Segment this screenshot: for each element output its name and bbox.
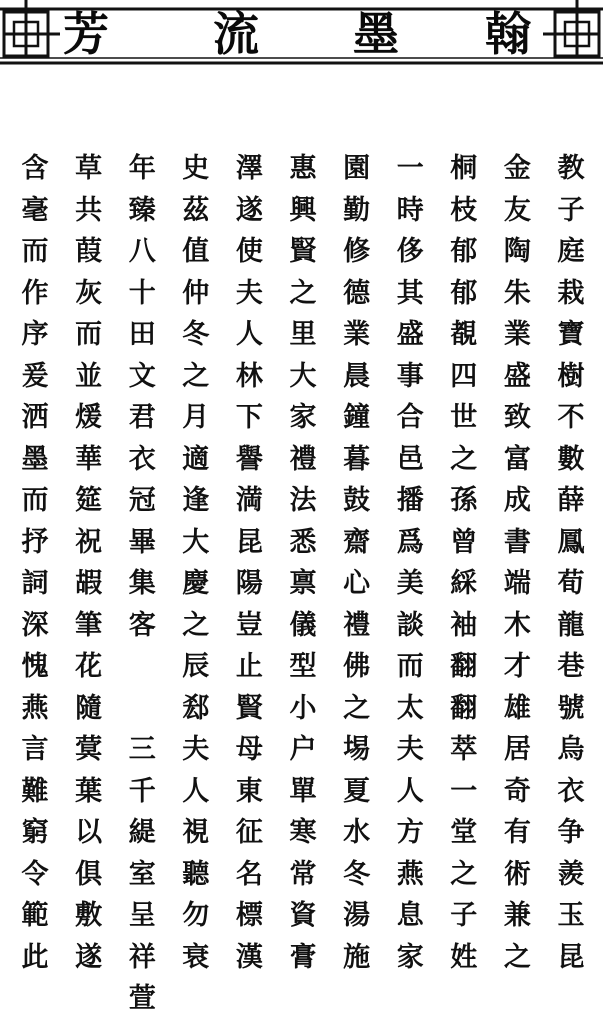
column-char: 史 <box>182 153 210 184</box>
column-char: 昆 <box>235 526 263 558</box>
column-char: 居 <box>503 734 531 765</box>
column-char: 興 <box>289 194 317 226</box>
column-char: 寒 <box>289 817 317 848</box>
column-char: 集 <box>128 568 156 599</box>
column-char: 富 <box>503 443 531 475</box>
column-char: 深 <box>21 609 49 641</box>
column-char: 翻 <box>450 651 478 682</box>
column-char: 綵 <box>450 568 478 599</box>
column-char: 葭 <box>75 236 103 267</box>
column-char: 號 <box>557 692 585 724</box>
column-char: 昆 <box>557 941 585 973</box>
column-char: 令 <box>21 858 49 890</box>
column-char: 十 <box>128 277 156 309</box>
text-column <box>497 148 537 978</box>
column-char: 姓 <box>450 941 478 973</box>
column-char: 作 <box>21 277 49 309</box>
column-char: 並 <box>75 360 103 392</box>
column-char: 禮 <box>289 443 317 475</box>
column-char: 荀 <box>557 568 585 599</box>
text-column <box>15 148 55 978</box>
column-char: 畢 <box>128 526 156 558</box>
column-char: 遂 <box>75 941 103 973</box>
text-column <box>69 148 109 978</box>
column-char: 夫 <box>396 734 424 765</box>
vertical-text-body <box>0 148 603 1014</box>
column-char: 業 <box>343 319 371 350</box>
column-char: 陶 <box>503 236 531 267</box>
column-char: 禀 <box>289 568 317 599</box>
column-char: 澤 <box>235 153 263 184</box>
column-char: 使 <box>235 236 263 267</box>
column-char: 人 <box>396 775 424 807</box>
text-column <box>551 148 591 978</box>
column-char: 之 <box>450 858 478 890</box>
column-char: 勤 <box>343 194 371 226</box>
column-char: 美 <box>396 568 424 599</box>
column-char: 資 <box>289 900 317 931</box>
column-char: 文 <box>128 360 156 392</box>
column-char: 埸 <box>343 734 371 765</box>
column-char: 萱 <box>128 983 156 1014</box>
column-char: 賢 <box>235 692 263 724</box>
column-char: 值 <box>182 236 210 267</box>
column-char: 樹 <box>557 360 585 392</box>
column-char: 灰 <box>75 277 103 309</box>
column-char: 詞 <box>21 568 49 599</box>
column-char: 兼 <box>503 900 531 931</box>
column-char: 室 <box>128 858 156 890</box>
column-char: 四 <box>450 360 478 392</box>
column-char: 子 <box>450 900 478 931</box>
column-char: 人 <box>235 319 263 350</box>
column-char: 母 <box>235 734 263 765</box>
column-char: 爰 <box>21 360 49 392</box>
column-char: 俱 <box>75 858 103 890</box>
column-char: 齋 <box>343 526 371 558</box>
column-char: 墨 <box>21 443 49 475</box>
column-char: 萃 <box>450 734 478 765</box>
column-char: 臻 <box>128 194 156 226</box>
column-char: 冬 <box>343 858 371 890</box>
column-char: 一 <box>396 153 424 184</box>
column-char: 膏 <box>289 941 317 973</box>
column-char: 之 <box>343 692 371 724</box>
column-char: 煖 <box>75 402 103 433</box>
column-char: 子 <box>557 194 585 226</box>
column-char: 才 <box>503 651 531 682</box>
column-char: 之 <box>289 277 317 309</box>
column-char: 覩 <box>450 319 478 350</box>
column-char: 播 <box>396 485 424 516</box>
column-char: 人 <box>182 775 210 807</box>
column-char: 小 <box>289 692 317 724</box>
column-char: 千 <box>128 775 156 807</box>
text-column <box>229 148 269 978</box>
column-char: 致 <box>503 402 531 433</box>
column-char: 禮 <box>343 609 371 641</box>
column-char: 敷 <box>75 900 103 931</box>
text-column <box>444 148 484 978</box>
column-char: 薛 <box>557 485 585 516</box>
text-column <box>390 148 430 978</box>
column-char: 合 <box>396 402 424 433</box>
column-char: 木 <box>503 609 531 641</box>
column-char: 太 <box>396 692 424 724</box>
column-char: 遂 <box>235 194 263 226</box>
column-char: 冬 <box>182 319 210 350</box>
column-char: 成 <box>503 485 531 516</box>
column-char: 教 <box>557 153 585 184</box>
column-char: 一 <box>450 775 478 807</box>
column-char: 抒 <box>21 526 49 558</box>
column-char: 陽 <box>235 568 263 599</box>
column-char: 事 <box>396 360 424 392</box>
column-char: 而 <box>21 485 49 516</box>
column-char: 端 <box>503 568 531 599</box>
column-char: 大 <box>289 360 317 392</box>
column-char: 儀 <box>289 609 317 641</box>
column-char: 三 <box>128 734 156 765</box>
title-char-4: 翰 <box>485 7 531 61</box>
column-char: 勿 <box>182 900 210 931</box>
column-char: 金 <box>503 153 531 184</box>
column-char: 邑 <box>396 443 424 475</box>
column-char: 水 <box>343 817 371 848</box>
column-char: 惠 <box>289 153 317 184</box>
column-char: 八 <box>128 236 156 267</box>
column-char: 孫 <box>450 485 478 516</box>
column-char: 衰 <box>182 941 210 973</box>
column-char: 漢 <box>235 941 263 973</box>
column-char: 家 <box>396 941 424 973</box>
column-char: 鼓 <box>343 485 371 516</box>
column-char: 談 <box>396 609 424 641</box>
column-char: 隨 <box>75 692 103 724</box>
column-char: 之 <box>503 941 531 973</box>
column-char: 冠 <box>128 485 156 516</box>
column-char: 朱 <box>503 277 531 309</box>
column-char: 佛 <box>343 651 371 682</box>
column-char: 難 <box>21 775 49 807</box>
column-char: 郁 <box>450 277 478 309</box>
column-char: 世 <box>450 402 478 433</box>
column-char: 數 <box>557 443 585 475</box>
column-char: 以 <box>75 817 103 848</box>
column-char: 曾 <box>450 526 478 558</box>
column-char: 適 <box>182 443 210 475</box>
column-char: 譽 <box>235 443 263 475</box>
column-char: 心 <box>343 568 371 599</box>
column-char: 満 <box>235 485 263 516</box>
header-banner <box>0 0 603 68</box>
column-char: 言 <box>21 734 49 765</box>
column-char: 大 <box>182 526 210 558</box>
column-char: 名 <box>235 858 263 890</box>
column-char: 桐 <box>450 153 478 184</box>
column-char: 庭 <box>557 236 585 267</box>
column-char: 征 <box>235 817 263 848</box>
column-char: 洒 <box>21 402 49 433</box>
column-char: 鐘 <box>343 402 371 433</box>
column-char: 盛 <box>503 360 531 392</box>
column-char: 豈 <box>235 609 263 641</box>
column-char: 龍 <box>557 609 585 641</box>
column-char: 奇 <box>503 775 531 807</box>
column-char: 止 <box>235 651 263 682</box>
column-char: 家 <box>289 402 317 433</box>
column-char: 夫 <box>235 277 263 309</box>
column-char: 園 <box>343 153 371 184</box>
column-char: 蓂 <box>75 734 103 765</box>
column-char: 修 <box>343 236 371 267</box>
column-char: 羨 <box>557 858 585 890</box>
column-char: 息 <box>396 900 424 931</box>
column-char: 郄 <box>182 692 210 724</box>
column-char: 而 <box>396 651 424 682</box>
column-char: 草 <box>75 153 103 184</box>
column-char: 呈 <box>128 900 156 931</box>
column-char: 客 <box>128 609 156 641</box>
column-char: 湯 <box>343 900 371 931</box>
column-char: 下 <box>235 402 263 433</box>
column-char: 之 <box>182 609 210 641</box>
column-char: 悉 <box>289 526 317 558</box>
column-char: 林 <box>235 360 263 392</box>
column-char: 型 <box>289 651 317 682</box>
column-char: 烏 <box>557 734 585 765</box>
column-char: 暮 <box>343 443 371 475</box>
column-char: 時 <box>396 194 424 226</box>
column-char: 範 <box>21 900 49 931</box>
column-char: 慶 <box>182 568 210 599</box>
column-char: 燕 <box>396 858 424 890</box>
column-char: 夏 <box>343 775 371 807</box>
column-char: 月 <box>182 402 210 433</box>
column-char: 東 <box>235 775 263 807</box>
column-char: 祥 <box>128 941 156 973</box>
column-char: 仲 <box>182 277 210 309</box>
column-char: 其 <box>396 277 424 309</box>
text-column <box>283 148 323 978</box>
column-char: 茲 <box>182 194 210 226</box>
column-char: 郁 <box>450 236 478 267</box>
column-char: 辰 <box>182 651 210 682</box>
column-char: 鳳 <box>557 526 585 558</box>
column-char: 友 <box>503 194 531 226</box>
column-char: 葉 <box>75 775 103 807</box>
column-char: 衣 <box>557 775 585 807</box>
text-column <box>176 148 216 978</box>
column-char: 常 <box>289 858 317 890</box>
column-char: 逢 <box>182 485 210 516</box>
column-char: 玉 <box>557 900 585 931</box>
column-char: 爲 <box>396 526 424 558</box>
column-char: 賢 <box>289 236 317 267</box>
column-char: 筆 <box>75 609 103 641</box>
title-char-1: 芳 <box>63 7 109 61</box>
column-char: 袖 <box>450 609 478 641</box>
column-char: 栽 <box>557 277 585 309</box>
column-char: 法 <box>289 485 317 516</box>
column-char: 君 <box>128 402 156 433</box>
column-char: 之 <box>182 360 210 392</box>
column-char: 侈 <box>396 236 424 267</box>
column-char: 寶 <box>557 319 585 350</box>
column-char: 施 <box>343 941 371 973</box>
column-char: 雄 <box>503 692 531 724</box>
column-char: 德 <box>343 277 371 309</box>
column-char: 祝 <box>75 526 103 558</box>
column-char: 此 <box>21 941 49 973</box>
column-char: 枝 <box>450 194 478 226</box>
column-char: 里 <box>289 319 317 350</box>
column-char: 翻 <box>450 692 478 724</box>
column-char: 盛 <box>396 319 424 350</box>
column-char: 不 <box>557 402 585 433</box>
column-char: 而 <box>21 236 49 267</box>
column-char: 書 <box>503 526 531 558</box>
column-char: 業 <box>503 319 531 350</box>
column-char: 田 <box>128 319 156 350</box>
text-column <box>122 148 162 1020</box>
column-char: 而 <box>75 319 103 350</box>
column-char: 愧 <box>21 651 49 682</box>
text-column <box>337 148 377 978</box>
column-char: 窮 <box>21 817 49 848</box>
column-char: 毫 <box>21 194 49 226</box>
column-char: 衣 <box>128 443 156 475</box>
column-char: 華 <box>75 443 103 475</box>
column-char: 之 <box>450 443 478 475</box>
column-char: 緹 <box>128 817 156 848</box>
column-char: 巷 <box>557 651 585 682</box>
column-char: 方 <box>396 817 424 848</box>
column-char: 標 <box>235 900 263 931</box>
column-char: 燕 <box>21 692 49 724</box>
column-char: 堂 <box>450 817 478 848</box>
column-char: 争 <box>557 817 585 848</box>
column-char: 視 <box>182 817 210 848</box>
column-char: 筵 <box>75 485 103 516</box>
column-char: 有 <box>503 817 531 848</box>
column-char: 年 <box>128 153 156 184</box>
title-char-3: 墨 <box>353 7 399 61</box>
column-char: 户 <box>289 734 317 765</box>
column-char: 晨 <box>343 360 371 392</box>
column-char: 聽 <box>182 858 210 890</box>
column-char: 序 <box>21 319 49 350</box>
title-char-2: 流 <box>213 7 259 61</box>
column-char: 共 <box>75 194 103 226</box>
column-char: 夫 <box>182 734 210 765</box>
column-char: 花 <box>75 651 103 682</box>
column-char: 單 <box>289 775 317 807</box>
column-char: 術 <box>503 858 531 890</box>
column-char: 嘏 <box>75 568 103 599</box>
column-char: 含 <box>21 153 49 184</box>
